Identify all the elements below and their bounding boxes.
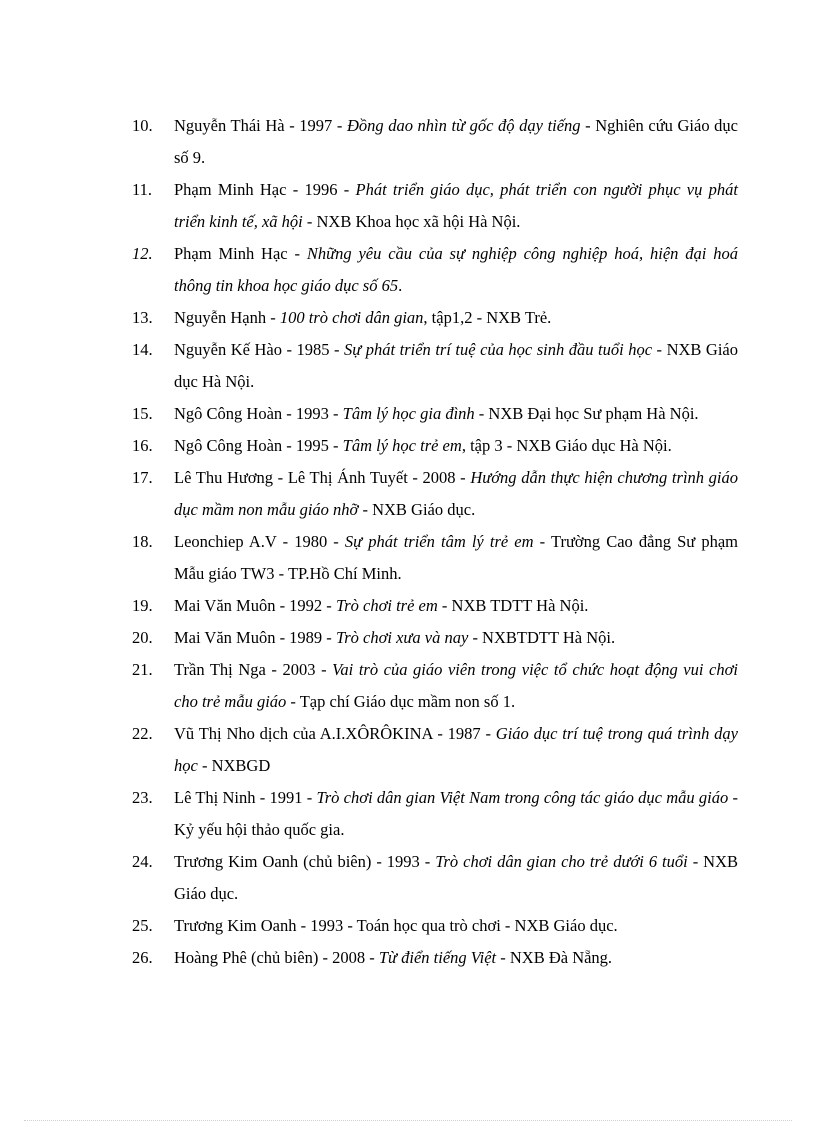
reference-text-segment: Trương Kim Oanh (chủ biên) - 1993 - [174,852,436,871]
reference-text [174,942,738,974]
reference-text-segment: Leonchiep A.V - 1980 - [174,532,345,551]
reference-text [174,654,738,718]
reference-text-segment: - Kỷ yếu hội thảo quốc gia. [174,788,738,839]
reference-number: 17. [132,468,153,487]
reference-text-segment: Lê Thu Hương - Lê Thị Ánh Tuyết - 2008 - [174,468,471,487]
reference-text-segment: . [398,276,403,295]
reference-title: Phát triển giáo dục, phát triển con người phục vụ phát triển kinh tế, xã hội [174,180,738,231]
reference-text [174,910,738,942]
reference-number: 11. [132,180,153,199]
reference-title: Những yêu cầu của sự nghiệp công nghiệp hoá, hiện đại hoá thông tin khoa học giáo dục số 65 [174,244,738,295]
reference-number: 20. [132,628,153,647]
reference-number: 14. [132,340,153,359]
reference-text-segment: - NXB Giáo dục. [174,852,738,903]
reference-title: Trò chơi trẻ em [335,596,438,615]
reference-text-segment: Nguyễn Kế Hào - 1985 - [174,340,345,359]
reference-title: Trò chơi xưa và nay [335,628,469,647]
reference-title: Đồng dao nhìn từ gốc độ dạy tiếng [346,116,581,135]
reference-title: Vai trò của giáo viên trong việc tổ chức hoạt động vui chơi cho trẻ mẫu giáo [174,660,738,711]
reference-text-segment: Nguyễn Hạnh - [174,308,280,327]
reference-title: Sự phát triển trí tuệ của học sinh đầu tuổi học [344,340,653,359]
reference-item [132,942,738,974]
reference-text [174,334,738,398]
reference-item [132,462,738,526]
reference-item [132,622,738,654]
reference-text [174,302,738,334]
reference-text-segment: - NXB Khoa học xã hội Hà Nội. [302,212,521,231]
reference-text-segment: - Nghiên cứu Giáo dục số 9. [174,116,738,167]
reference-text [174,398,738,430]
reference-number: 19. [132,596,153,615]
reference-text-segment: Vũ Thị Nho dịch của A.I.XÔRÔKINA - 1987 - [174,724,496,743]
reference-text-segment: - NXB Giáo dục. [358,500,476,519]
reference-list [132,110,738,974]
reference-item [132,782,738,846]
reference-number: 24. [132,852,153,871]
reference-title: Từ điển tiếng Việt [378,948,497,967]
reference-number: 18. [132,532,153,551]
reference-text [174,238,738,302]
reference-text [174,622,738,654]
reference-text [174,110,738,174]
reference-title: Tâm lý học gia đình [342,404,475,423]
reference-text-segment: - NXBGD [197,756,271,775]
reference-number: 10. [132,116,153,135]
reference-item [132,398,738,430]
reference-text-segment: Nguyễn Thái Hà - 1997 - [174,116,347,135]
reference-text [174,782,738,846]
reference-text [174,846,738,910]
reference-title: Tâm lý học trẻ em [342,436,462,455]
reference-text-segment: - Tạp chí Giáo dục mầm non số 1. [286,692,516,711]
reference-title: Hướng dẫn thực hiện chương trình giáo dục mầm non mẫu giáo nhỡ [174,468,738,519]
reference-text [174,526,738,590]
reference-item [132,334,738,398]
reference-number: 22. [132,724,153,743]
reference-title: 100 trò chơi dân gian [279,308,424,327]
reference-number: 13. [132,308,153,327]
reference-number: 16. [132,436,153,455]
reference-text [174,718,738,782]
reference-title: Sự phát triển tâm lý trẻ em [344,532,534,551]
reference-item [132,238,738,302]
reference-item [132,430,738,462]
reference-number: 26. [132,948,153,967]
reference-text [174,430,738,462]
reference-number: 25. [132,916,153,935]
reference-number: 23. [132,788,153,807]
reference-text-segment: Mai Văn Muôn - 1992 - [174,596,336,615]
reference-title: Giáo dục trí tuệ trong quá trình dạy học [174,724,738,775]
reference-text-segment: Trần Thị Nga - 2003 - [174,660,333,679]
reference-item [132,718,738,782]
reference-text-segment: - NXB TDTT Hà Nội. [437,596,589,615]
reference-text [174,462,738,526]
reference-text-segment: Ngô Công Hoàn - 1993 - [174,404,343,423]
reference-text-segment: Ngô Công Hoàn - 1995 - [174,436,343,455]
reference-text-segment: Mai Văn Muôn - 1989 - [174,628,336,647]
reference-text-segment: Trương Kim Oanh - 1993 - Toán học qua trò chơi - NXB Giáo dục. [174,916,618,935]
reference-text-segment: , tập 3 - NXB Giáo dục Hà Nội. [461,436,672,455]
reference-text-segment: Lê Thị Ninh - 1991 - [174,788,317,807]
reference-title: Trò chơi dân gian cho trẻ dưới 6 tuổi [435,852,688,871]
reference-text-segment: - NXB Giáo dục Hà Nội. [174,340,738,391]
reference-text-segment: Phạm Minh Hạc - 1996 - [174,180,356,199]
reference-number: 15. [132,404,153,423]
reference-text-segment: - NXBTDTT Hà Nội. [468,628,616,647]
reference-item [132,526,738,590]
reference-number: 21. [132,660,153,679]
reference-item [132,654,738,718]
reference-text [174,590,738,622]
reference-text-segment: - NXB Đà Nẵng. [496,948,613,967]
reference-text-segment: Phạm Minh Hạc - [174,244,307,263]
reference-text-segment: - NXB Đại học Sư phạm Hà Nội. [474,404,699,423]
reference-item [132,174,738,238]
reference-item [132,590,738,622]
reference-text [174,174,738,238]
reference-title: Trò chơi dân gian Việt Nam trong công tác giáo dục mẫu giáo [316,788,729,807]
reference-item [132,846,738,910]
page-bottom-divider [24,1120,792,1121]
reference-text-segment: , tập1,2 - NXB Trẻ. [423,308,552,327]
reference-item [132,110,738,174]
reference-item [132,910,738,942]
reference-text-segment: - Trường Cao đẳng Sư phạm Mẫu giáo TW3 - TP.Hồ Chí Minh. [174,532,738,583]
reference-number: 12. [132,244,153,263]
reference-item [132,302,738,334]
reference-text-segment: Hoàng Phê (chủ biên) - 2008 - [174,948,379,967]
